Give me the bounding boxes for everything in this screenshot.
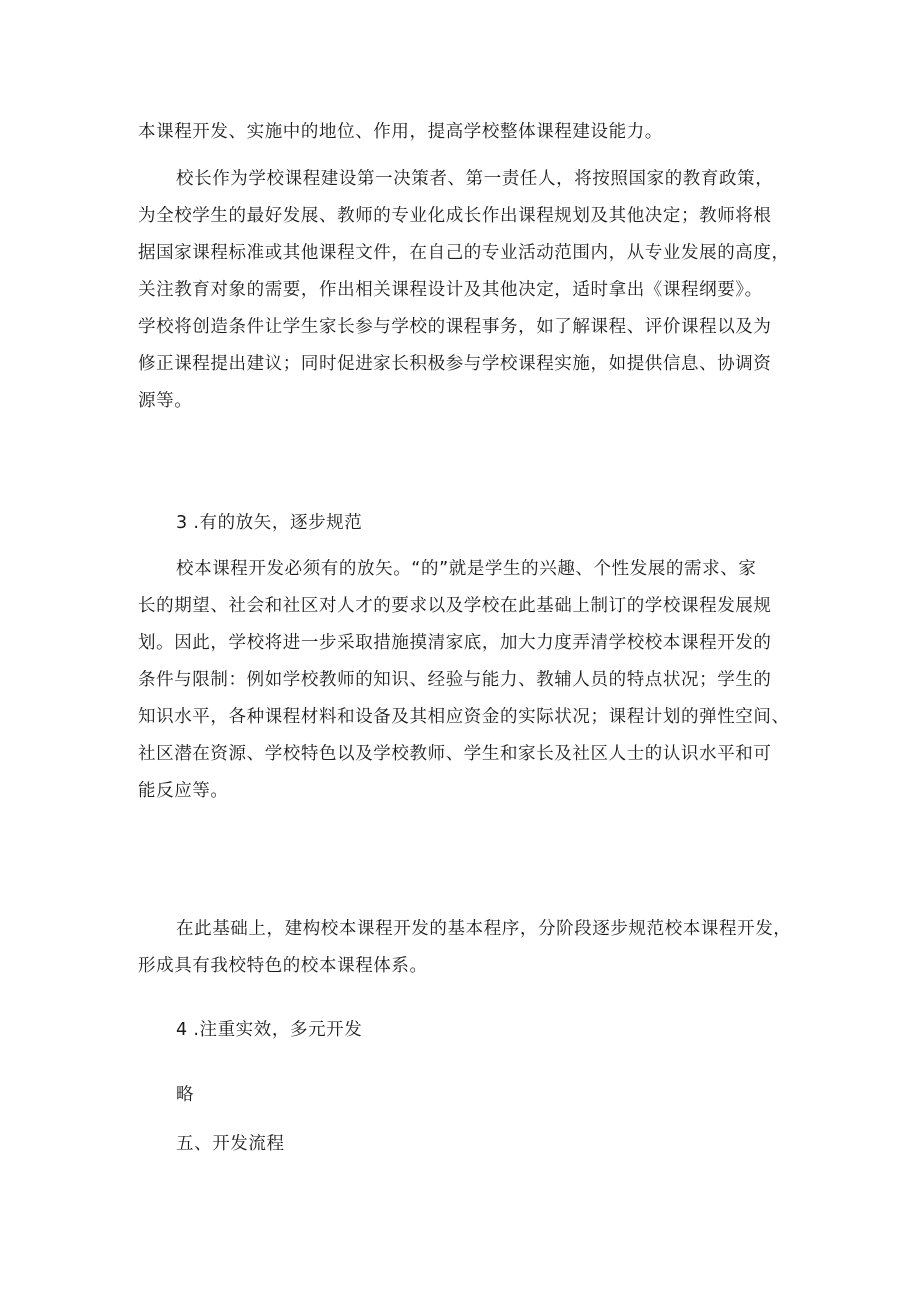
text-line: 知识水平，各种课程材料和设备及其相应资金的实际状况；课程计划的弹性空间、: [138, 707, 790, 727]
section-title-text: 五、开发流程: [176, 1134, 285, 1154]
text-line: 在此基础上，建构校本课程开发的基本程序，分阶段逐步规范校本课程开发，: [176, 919, 792, 939]
text-line: 关注教育对象的需要，作出相关课程设计及其他决定，适时拿出《课程纲要》。: [138, 280, 763, 300]
heading-text: .有的放矢，逐步规范: [193, 513, 363, 533]
text-line: 修正课程提出建议；同时促进家长积极参与学校课程实施，如提供信息、协调资: [138, 354, 772, 374]
text-line: 校长作为学校课程建设第一决策者、第一责任人，将按照国家的教育政策，: [176, 169, 774, 189]
section-heading-4: [176, 1012, 362, 1049]
text-line: 形成具有我校特色的校本课程体系。: [138, 956, 428, 976]
text-line: 源等。: [138, 391, 193, 411]
text-line: 社区潜在资源、学校特色以及学校教师、学生和家长及社区人士的认识水平和可: [138, 744, 772, 764]
paragraph-target: [138, 551, 802, 810]
text-line: 据国家课程标准或其他课程文件，在自己的专业活动范围内，从专业发展的高度，: [138, 243, 790, 263]
text-line: 校本课程开发必须有的放矢。“的”就是学生的兴趣、个性发展的需求、家: [176, 559, 757, 579]
text-line: 划。因此，学校将进一步采取措施摸清家底，加大力度弄清学校校本课程开发的: [138, 633, 772, 653]
text-line: 为全校学生的最好发展、教师的专业化成长作出课程规划及其他决定；教师将根: [138, 206, 772, 226]
heading-number: 3: [176, 513, 188, 533]
paragraph-principal: [138, 161, 802, 420]
paragraph-build: [138, 911, 802, 985]
section-heading-3: [176, 505, 362, 542]
heading-number: 4: [176, 1020, 188, 1040]
text-line: 能反应等。: [138, 781, 229, 801]
text-line: 条件与限制：例如学校教师的知识、经验与能力、教辅人员的特点状况；学生的: [138, 670, 772, 690]
text-line: 本课程开发、实施中的地位、作用，提高学校整体课程建设能力。: [138, 122, 663, 142]
text-line: 学校将创造条件让学生家长参与学校的课程事务，如了解课程、评价课程以及为: [138, 317, 772, 337]
omitted-note: [176, 1077, 194, 1114]
text-line: 长的期望、社会和社区对人才的要求以及学校在此基础上制订的学校课程发展规: [138, 596, 772, 616]
paragraph-intro-tail: [138, 114, 802, 151]
heading-text: .注重实效，多元开发: [193, 1020, 363, 1040]
omitted-text: 略: [176, 1085, 195, 1105]
section-5-title: [176, 1126, 285, 1163]
